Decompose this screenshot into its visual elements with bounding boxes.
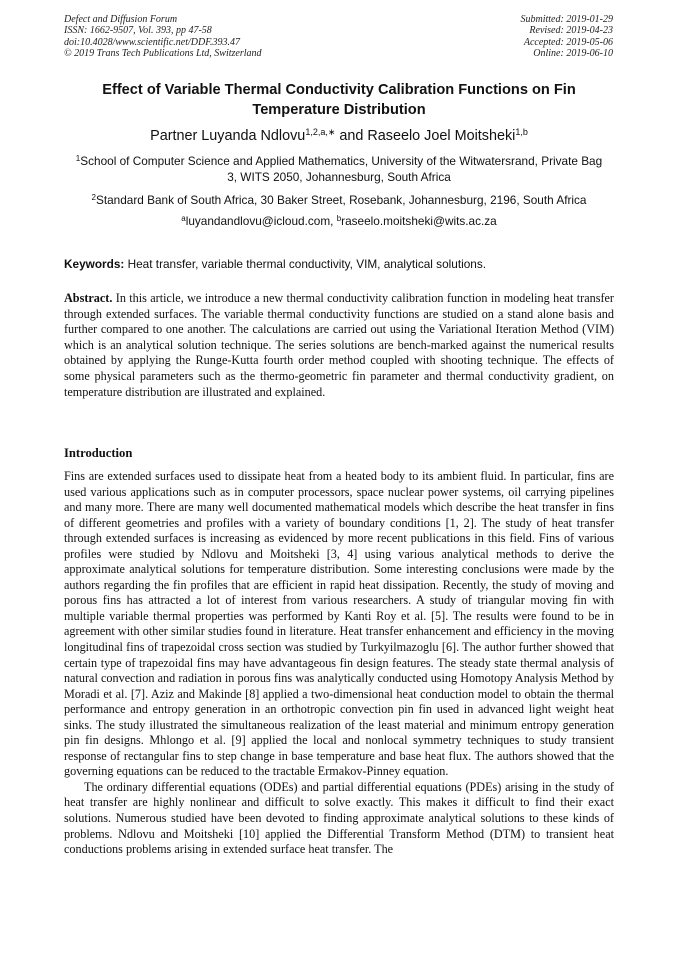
abstract-label: Abstract. [64,291,113,305]
introduction-body [64,469,614,858]
paragraph: Fins are extended surfaces used to dissipate heat from a heated body to its ambient fluid. In particular, fins are used various applications such as in computer processors, space nuclear power systems, oil carrying pipelines and many more. There are many well documented mathematical models which describe the heat transfer in fins of different geometries and profiles with a variety of boundary conditions [1, 2]. The study of heat transfer through extended surfaces is increasing as evidenced by more recent publications in this field. Fins of various profiles were studied by Ndlovu and Moitsheki [3, 4] using various analytical methods to derive the approximate analytical solutions for temperature distribution. Some interesting conclusions were made by the authors regarding the fin profiles that are efficient in rapid heat dissipation. Recently, the study of moving and porous fins has attracted a lot of interest from various researchers. A study of triangular moving fin with multiple variable thermal properties was performed by Kanti Roy et al. [5]. The results were found to be in agreement with other similar studies found in literature. Heat transfer enhancement and efficiency in the moving longitudinal fins of trapezoidal cross section was studied by Turkyilmazoglu [6]. The author further showed that certain type of trapezoidal fins may have advantageous fin design features. The steady state thermal analysis of natural convection and radiation in porous fins was analytically conducted using Homotopy Analysis Method by Moradi et al. [7]. Aziz and Makinde [8] applied a two-dimensional heat conduction model to obtain the thermal performance and entropy generation in an orthotropic convection pin fin used in advanced light weight heat sinks. The study illustrated the simultaneous realization of the least material and minimum entropy generation pin fin designs. Mhlongo et al. [9] applied the local and nonlocal symmetry techniques to study transient response of rectangular fins to step change in base temperature and base heat flux. The authors showed that the governing equations can be reduced to the tractable Ermakov-Pinney equation. [64,469,614,779]
email-address: raseelo.moitsheki@wits.ac.za [341,214,497,228]
affiliation-mark: 2 [91,193,96,202]
abstract [64,291,614,400]
keywords-label: Keywords: [64,257,125,271]
abstract-text: In this article, we introduce a new thermal conductivity calibration function in modeling heat transfer through extended surfaces. The variable thermal conductivity functions are studied on a stand alone basis and further compared to one another. The calculations are carried out using the Variational Iteration Method (VIM) which is an analytical solution technique. The series solutions are bench-marked against the numerical results obtained by applying the Runge-Kutta fourth order method coupled with shooting technique. The effects of some physical parameters such as the thermo-geometric fin parameter and thermal conductivity gradient, on temperature distribution are illustrated and explained. [64,291,614,399]
author-name: Raseelo Joel Moitsheki [367,128,516,144]
journal-name: Defect and Diffusion Forum [64,14,178,25]
affiliation-text: Standard Bank of South Africa, 30 Baker Street, Rosebank, Johannesburg, 2196, South Africa [95,193,587,207]
affiliation-1 [70,153,608,185]
affiliation-2 [70,192,608,208]
date-accepted: Accepted: 2019-05-06 [523,36,613,48]
date-submitted: Submitted: 2019-01-29 [520,14,613,25]
paragraph: The ordinary differential equations (ODEs) and partial differential equations (PDEs) arising in the study of heat transfer are highly nonlinear and difficult to solve exactly. This makes it difficult to find their exact solutions. Numerous studied have been devoted to finding approximate analytical solutions to these kinds of problems. Ndlovu and Moitsheki [10] applied the Differential Transform Method (DTM) to transient heat conductions problems arising in extended surface heat transfer. The [64,779,614,857]
date-online: Online: 2019-06-10 [533,48,613,60]
affiliation-text: School of Computer Science and Applied Mathematics, University of the Witwatersrand, Private Bag 3, WITS 2050, Johannesburg, South Africa [80,154,603,184]
email-mark: b [336,214,342,223]
date-revised: Revised: 2019-04-23 [529,25,613,37]
journal-doi: doi:10.4028/www.scientific.net/DDF.393.47 [64,36,241,48]
section-heading-introduction: Introduction [64,446,133,460]
author-connector: and [335,128,368,144]
author-affiliation-mark: 1,b [515,127,528,137]
journal-copyright: © 2019 Trans Tech Publications Ltd, Switzerland [64,48,262,60]
email-mark: a [181,214,186,223]
affiliation-mark: 1 [75,154,81,163]
submission-dates [521,14,614,60]
email-address: luyandandlovu@icloud.com, [185,214,337,228]
paper-title: Effect of Variable Thermal Conductivity Calibration Functions on Fin Temperature Distribution [102,82,576,118]
journal-info [64,14,262,60]
author-name: Partner Luyanda Ndlovu [150,128,306,144]
author-list [64,127,614,145]
author-affiliation-mark: 1,2,a,∗ [305,127,336,137]
keywords [64,256,614,272]
journal-issn: ISSN: 1662-9507, Vol. 393, pp 47-58 [64,25,212,37]
keywords-text: Heat transfer, variable thermal conductivity, VIM, analytical solutions. [124,257,487,271]
author-emails [70,213,608,229]
